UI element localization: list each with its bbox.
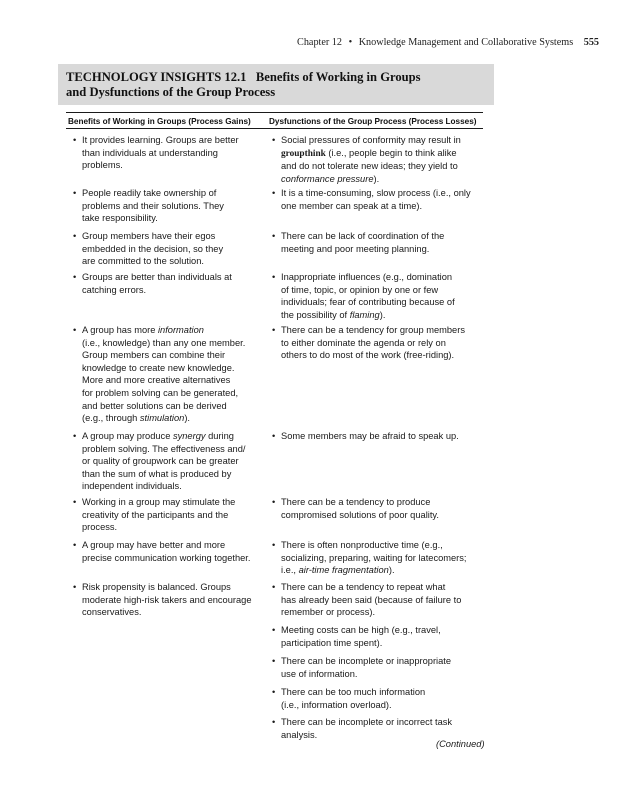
dysfunction-line: participation time spent). [281, 637, 383, 648]
dysfunction-line: of time, topic, or opinion by one or few [281, 284, 439, 295]
dysfunction-line: Inappropriate influences (e.g., domination [281, 272, 453, 282]
emphasis-term: conformance pressure [281, 173, 374, 184]
benefit-line: than the sum of what is produced by [82, 468, 232, 479]
benefit-line: take responsibility. [82, 213, 158, 224]
text-run: during [205, 431, 234, 441]
emphasis-term: air-time fragmentation [298, 565, 389, 576]
key-term: groupthink [281, 148, 326, 159]
bullet-icon: • [272, 431, 276, 441]
text-run: ). [184, 413, 191, 424]
dysfunction-line [281, 173, 461, 186]
dysfunction-line: use of information. [281, 668, 358, 679]
benefit-line: precise communication working together. [82, 552, 251, 563]
bullet-icon: • [73, 135, 77, 145]
benefit-line: People readily take ownership of [82, 188, 217, 198]
column-header-benefits: Benefits of Working in Groups (Process Gains) [68, 117, 251, 126]
benefit-line: moderate high-risk takers and encourage [82, 594, 252, 605]
benefit-item-5 [73, 324, 246, 425]
benefit-item-6 [73, 430, 246, 493]
benefit-line: or quality of groupwork can be greater [82, 456, 239, 467]
bullet-icon: • [272, 497, 276, 507]
page-number: 555 [583, 37, 599, 48]
dysfunction-line: (i.e., information overload). [281, 699, 392, 710]
bullet-icon: • [272, 188, 276, 198]
dysfunction-line: socializing, preparing, waiting for latecomers; [281, 552, 467, 563]
bullet-icon: • [272, 717, 276, 727]
bullet-icon: • [272, 656, 276, 666]
dysfunction-line: one member can speak at a time). [281, 200, 423, 211]
benefit-line: Group members have their egos [82, 231, 216, 241]
text-run: i.e., [281, 565, 299, 576]
box-title [66, 70, 491, 100]
benefit-line: Groups are better than individuals at [82, 272, 232, 282]
dysfunction-line: There can be too much information [281, 687, 426, 697]
emphasis-term: flaming [349, 309, 380, 320]
emphasis-term: stimulation [139, 413, 185, 424]
benefit-item-9 [73, 581, 252, 619]
dysfunction-line: There can be a tendency for group members [281, 325, 465, 335]
dysfunction-line [281, 564, 467, 577]
text-run: ). [388, 565, 395, 576]
dysfunction-line: There is often nonproductive time (e.g., [281, 540, 443, 550]
dysfunction-item-9 [272, 581, 462, 619]
benefit-line [82, 430, 245, 443]
dysfunction-line: to either dominate the agenda or rely on [281, 337, 446, 348]
separator: • [348, 37, 353, 48]
box-title-line-2: and Dysfunctions of the Group Process [66, 85, 276, 99]
column-header-dysfunctions: Dysfunctions of the Group Process (Process Losses) [269, 117, 477, 126]
dysfunction-item-1 [272, 134, 461, 185]
benefit-line: It provides learning. Groups are better [82, 135, 239, 145]
bullet-icon: • [73, 582, 77, 592]
dysfunction-item-12 [272, 686, 426, 711]
bullet-icon: • [272, 625, 276, 635]
benefit-line: More and more creative alternatives [82, 375, 231, 386]
bullet-icon: • [73, 231, 77, 241]
benefit-line: creativity of the participants and the [82, 509, 229, 520]
bullet-icon: • [73, 188, 77, 198]
dysfunction-item-13 [272, 716, 453, 741]
table-top-rule [66, 112, 483, 113]
dysfunction-line: There can be incomplete or inappropriate [281, 656, 452, 666]
dysfunction-line [281, 147, 461, 161]
dysfunction-item-7 [272, 496, 439, 521]
dysfunction-line: Social pressures of conformity may result in [281, 135, 461, 145]
dysfunction-line: It is a time-consuming, slow process (i.e., only [281, 188, 471, 198]
chapter-label: Chapter 12 [297, 37, 343, 48]
dysfunction-item-6 [272, 430, 459, 443]
benefit-line [82, 324, 245, 337]
benefit-line: and better solutions can be derived [82, 400, 227, 411]
bullet-icon: • [272, 540, 276, 550]
benefit-line: conservatives. [82, 607, 142, 618]
dysfunction-line: individuals; fear of contributing because of [281, 297, 455, 308]
dysfunction-line: analysis. [281, 729, 318, 740]
dysfunction-line: meeting and poor meeting planning. [281, 243, 430, 254]
dysfunction-line: Some members may be afraid to speak up. [281, 431, 459, 441]
dysfunction-line: There can be a tendency to produce [281, 497, 431, 507]
benefit-item-2 [73, 187, 224, 225]
text-run: (i.e., people begin to think alike [325, 147, 457, 158]
benefit-line: problems and their solutions. They [82, 200, 224, 211]
dysfunction-line: compromised solutions of poor quality. [281, 509, 439, 520]
benefit-item-7 [73, 496, 236, 534]
dysfunction-line: remember or process). [281, 607, 376, 618]
bullet-icon: • [73, 325, 77, 335]
bullet-icon: • [272, 231, 276, 241]
benefit-line: are committed to the solution. [82, 256, 204, 267]
dysfunction-line: others to do most of the work (free-riding). [281, 350, 455, 361]
bullet-icon: • [73, 431, 77, 441]
benefit-item-4 [73, 271, 232, 296]
text-run: ). [373, 173, 380, 184]
continued-note: (Continued) [436, 739, 485, 749]
benefit-line: problems. [82, 160, 123, 171]
box-title-banner [58, 64, 494, 105]
bullet-icon: • [272, 582, 276, 592]
benefit-item-3 [73, 230, 224, 268]
benefit-line: process. [82, 522, 118, 533]
text-run: A group has more [82, 325, 158, 335]
benefit-line: A group may have better and more [82, 540, 226, 550]
dysfunction-line: Meeting costs can be high (e.g., travel, [281, 625, 441, 635]
text-run: A group may produce [82, 431, 173, 441]
emphasis-term: synergy [172, 431, 206, 441]
dysfunction-line: has already been said (because of failure to [281, 594, 462, 605]
benefit-line: (i.e., knowledge) than any one member. [82, 337, 246, 348]
benefit-line: Group members can combine their [82, 350, 226, 361]
table-header-rule [66, 128, 483, 129]
benefit-line: independent individuals. [82, 481, 182, 492]
dysfunction-item-5 [272, 324, 465, 362]
bullet-icon: • [73, 540, 77, 550]
benefit-line: than individuals at understanding [82, 147, 218, 158]
benefit-line [82, 412, 245, 425]
dysfunction-item-2 [272, 187, 471, 212]
chapter-title: Knowledge Management and Collaborative Systems [358, 37, 574, 48]
benefit-line: catching errors. [82, 284, 147, 295]
box-title-line-1: TECHNOLOGY INSIGHTS 12.1 Benefits of Working in Groups [66, 70, 421, 84]
benefit-line: Working in a group may stimulate the [82, 497, 236, 507]
benefit-item-1 [73, 134, 239, 172]
dysfunction-item-8 [272, 539, 467, 577]
benefit-item-8 [73, 539, 251, 564]
dysfunction-line [281, 309, 455, 322]
dysfunction-line: There can be incomplete or incorrect task [281, 717, 453, 727]
dysfunction-item-11 [272, 655, 452, 680]
dysfunction-line: There can be lack of coordination of the [281, 231, 445, 241]
bullet-icon: • [73, 272, 77, 282]
bullet-icon: • [73, 497, 77, 507]
running-head [297, 37, 599, 48]
bullet-icon: • [272, 325, 276, 335]
bullet-icon: • [272, 135, 276, 145]
benefit-line: for problem solving can be generated, [82, 387, 239, 398]
text-run: (e.g., through [82, 413, 140, 424]
dysfunction-item-10 [272, 624, 441, 649]
benefit-line: problem solving. The effectiveness and/ [82, 443, 246, 454]
text-run: ). [379, 309, 386, 320]
emphasis-term: information [157, 325, 204, 335]
benefit-line: Risk propensity is balanced. Groups [82, 582, 231, 592]
bullet-icon: • [272, 687, 276, 697]
dysfunction-line: There can be a tendency to repeat what [281, 582, 446, 592]
dysfunction-item-4 [272, 271, 455, 321]
bullet-icon: • [272, 272, 276, 282]
benefit-line: embedded in the decision, so they [82, 243, 224, 254]
text-run: the possibility of [281, 309, 350, 320]
benefit-line: knowledge to create new knowledge. [82, 362, 235, 373]
dysfunction-item-3 [272, 230, 445, 255]
dysfunction-line: and do not tolerate new ideas; they yield to [281, 161, 458, 172]
